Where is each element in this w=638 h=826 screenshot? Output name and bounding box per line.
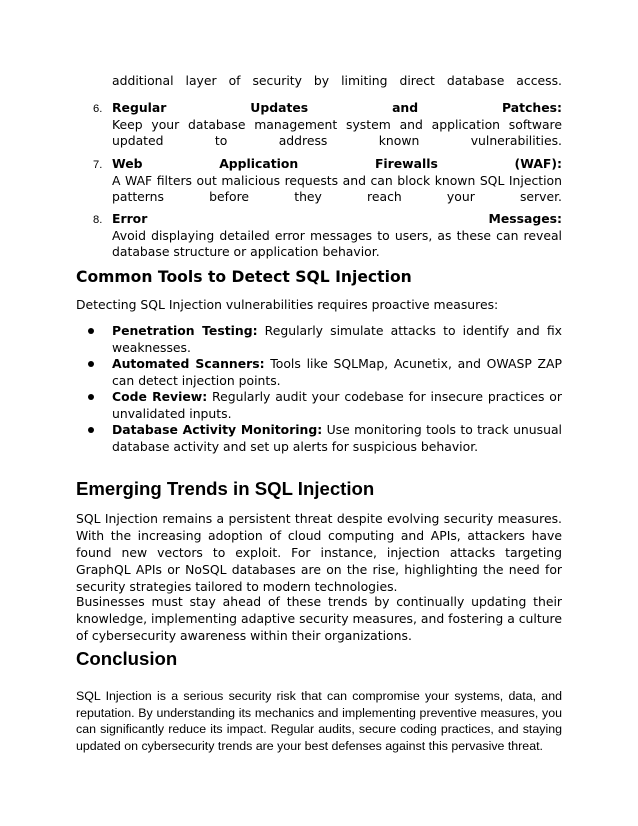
- item-title: Regular Updates and Patches:: [112, 100, 562, 115]
- item-description: A WAF filters out malicious requests and can block known SQL Injection patterns before they reach your server.: [112, 172, 562, 204]
- conclusion-paragraph: SQL Injection is a serious security risk that can compromise your systems, data, and reputation. By understanding its mechanics and implementing preventive measures, you can significantly reduce its impact. Regular audits, secure coding practices, and staying updated on cybersecurity trends are your best defenses against this pervasive threat.: [76, 689, 562, 753]
- section-heading-tools: Common Tools to Detect SQL Injection: [76, 268, 412, 286]
- item-title: Error Messages:: [112, 211, 562, 226]
- item-number: 6.: [93, 103, 103, 115]
- bullet-text: Regularly audit your codebase for insecure practices or unvalidated inputs.: [112, 389, 562, 421]
- item-number: 7.: [93, 159, 103, 171]
- item-title: Web Application Firewalls (WAF):: [112, 156, 562, 171]
- bullet-text: Tools like SQLMap, Acunetix, and OWASP ZAP can detect injection points.: [112, 356, 562, 388]
- bullet-term: Automated Scanners:: [112, 356, 265, 371]
- bullet-item: [76, 323, 562, 356]
- section-heading-conclusion: Conclusion: [76, 648, 178, 669]
- item-number: 8.: [93, 214, 103, 226]
- bullet-term: Penetration Testing:: [112, 323, 258, 338]
- bullet-icon: [88, 427, 94, 433]
- bullet-item: [76, 422, 562, 455]
- bullet-text: Use monitoring tools to track unusual database activity and set up alerts for suspicious behavior.: [112, 422, 562, 454]
- list-item-continuation: additional layer of security by limiting direct database access.: [112, 73, 562, 88]
- bullet-item: [76, 356, 562, 389]
- item-description: Keep your database management system and application software updated to address known vulnerabilities.: [112, 116, 562, 148]
- tools-bullet-list: [76, 323, 562, 455]
- bullet-item: [76, 389, 562, 422]
- bullet-term: Code Review:: [112, 389, 208, 404]
- bullet-text: Regularly simulate attacks to identify and fix weaknesses.: [112, 323, 562, 355]
- section-heading-trends: Emerging Trends in SQL Injection: [76, 478, 375, 499]
- tools-intro: Detecting SQL Injection vulnerabilities requires proactive measures:: [76, 297, 499, 312]
- bullet-icon: [88, 394, 94, 400]
- bullet-icon: [88, 328, 94, 334]
- bullet-icon: [88, 361, 94, 367]
- bullet-term: Database Activity Monitoring:: [112, 422, 323, 437]
- trends-paragraph-2: Businesses must stay ahead of these trends by continually updating their knowledge, implementing adaptive security measures, and fostering a culture of cybersecurity awareness within their organizations.: [76, 594, 562, 643]
- item-description: Avoid displaying detailed error messages to users, as these can reveal database structure or application behavior.: [112, 227, 562, 259]
- trends-paragraph-1: SQL Injection remains a persistent threat despite evolving security measures. With the increasing adoption of cloud computing and APIs, attackers have found new vectors to exploit. For instance, injection attacks targeting GraphQL APIs or NoSQL databases are on the rise, highlighting the need for security strategies tailored to modern technologies.: [76, 511, 562, 594]
